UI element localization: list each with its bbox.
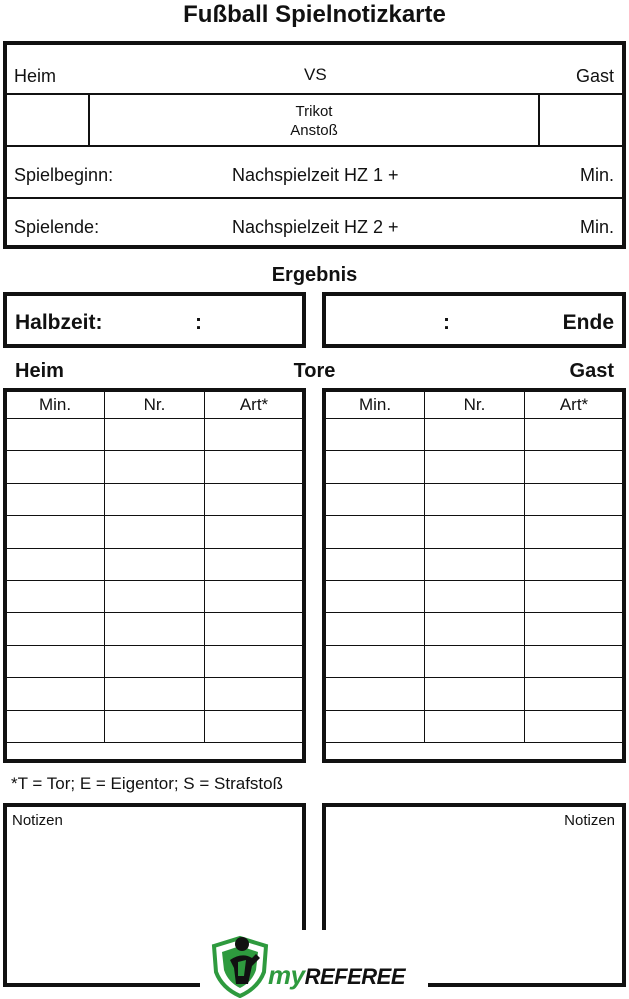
- notes-label-gast: Notizen: [564, 812, 615, 829]
- goal-cell[interactable]: [425, 710, 525, 742]
- halbzeit-colon: :: [195, 311, 202, 334]
- goal-cell[interactable]: [6, 451, 105, 483]
- goal-cell[interactable]: [425, 451, 525, 483]
- goal-cell[interactable]: [205, 710, 304, 742]
- goal-cell[interactable]: [425, 645, 525, 677]
- nachspielzeit-hz1-label: Nachspielzeit HZ 1 +: [232, 165, 399, 185]
- goal-cell[interactable]: [205, 548, 304, 580]
- divider: [5, 93, 624, 95]
- goal-cell[interactable]: [6, 645, 105, 677]
- goal-cell[interactable]: [326, 645, 425, 677]
- table-row: [6, 483, 304, 515]
- goal-cell[interactable]: [205, 419, 304, 451]
- column-header-min: Min.: [326, 391, 425, 419]
- goal-cell[interactable]: [105, 645, 205, 677]
- goal-cell[interactable]: [6, 516, 105, 548]
- spielbeginn-label: Spielbeginn:: [14, 165, 114, 185]
- table-row: [326, 710, 624, 742]
- min-label: Min.: [579, 165, 614, 185]
- brand-text-referee: REFEREE: [304, 964, 405, 989]
- column-header-min: Min.: [6, 391, 105, 419]
- goal-cell[interactable]: [105, 548, 205, 580]
- table-row: [6, 419, 304, 451]
- brand-text-my: my: [268, 960, 305, 990]
- goal-cell[interactable]: [105, 580, 205, 612]
- goal-cell[interactable]: [326, 419, 425, 451]
- heim-label: Heim: [14, 66, 57, 86]
- goal-cell[interactable]: [205, 613, 304, 645]
- goal-cell[interactable]: [525, 483, 624, 515]
- goal-cell[interactable]: [425, 678, 525, 710]
- tore-heim-label: Heim: [15, 360, 64, 382]
- ende-colon: :: [443, 311, 450, 334]
- goal-cell[interactable]: [6, 548, 105, 580]
- halbzeit-label: Halbzeit:: [15, 311, 103, 334]
- goal-cell[interactable]: [6, 710, 105, 742]
- goal-cell[interactable]: [525, 710, 624, 742]
- table-row: [326, 580, 624, 612]
- gast-label: Gast: [575, 66, 614, 86]
- ergebnis-heading: Ergebnis: [271, 264, 358, 286]
- column-header-nr: Nr.: [105, 391, 205, 419]
- goal-cell[interactable]: [105, 451, 205, 483]
- goal-cell[interactable]: [525, 516, 624, 548]
- table-row: [326, 451, 624, 483]
- table-row: [6, 710, 304, 742]
- goal-cell[interactable]: [6, 580, 105, 612]
- table-row: [326, 613, 624, 645]
- goal-cell[interactable]: [6, 483, 105, 515]
- table-row: [6, 516, 304, 548]
- goal-cell[interactable]: [205, 678, 304, 710]
- ende-label: Ende: [562, 311, 614, 334]
- goal-cell[interactable]: [6, 678, 105, 710]
- goal-cell[interactable]: [326, 710, 425, 742]
- nachspielzeit-hz2-label: Nachspielzeit HZ 2 +: [232, 217, 399, 237]
- page-title: Fußball Spielnotizkarte: [183, 1, 446, 28]
- divider: [5, 197, 624, 199]
- goals-table-gast: [325, 390, 624, 743]
- goal-cell[interactable]: [326, 548, 425, 580]
- column-header-nr: Nr.: [425, 391, 525, 419]
- goal-cell[interactable]: [525, 419, 624, 451]
- table-row: [326, 483, 624, 515]
- table-row: [326, 548, 624, 580]
- goal-cell[interactable]: [326, 678, 425, 710]
- goal-cell[interactable]: [425, 580, 525, 612]
- goal-cell[interactable]: [205, 483, 304, 515]
- min-label: Min.: [579, 217, 614, 237]
- goal-cell[interactable]: [525, 613, 624, 645]
- goal-cell[interactable]: [205, 580, 304, 612]
- table-row: [326, 419, 624, 451]
- goal-cell[interactable]: [105, 613, 205, 645]
- goal-cell[interactable]: [425, 613, 525, 645]
- goal-cell[interactable]: [205, 516, 304, 548]
- table-row: [6, 678, 304, 710]
- table-row: [6, 548, 304, 580]
- trikot-label: Trikot: [295, 103, 333, 120]
- table-row: [326, 678, 624, 710]
- goal-cell[interactable]: [105, 678, 205, 710]
- column-header-art: Art*: [525, 391, 624, 419]
- goal-cell[interactable]: [6, 419, 105, 451]
- goal-cell[interactable]: [105, 516, 205, 548]
- goal-cell[interactable]: [205, 451, 304, 483]
- goal-cell[interactable]: [326, 516, 425, 548]
- vs-label: VS: [304, 65, 327, 84]
- goal-cell[interactable]: [205, 645, 304, 677]
- anstoss-label: Anstoß: [290, 122, 338, 139]
- referee-logo-icon: [208, 932, 272, 998]
- table-row: [326, 516, 624, 548]
- goal-cell[interactable]: [525, 548, 624, 580]
- column-header-art: Art*: [205, 391, 304, 419]
- goal-cell[interactable]: [425, 419, 525, 451]
- logo-area: [200, 930, 428, 999]
- table-row: [326, 645, 624, 677]
- table-row: [6, 580, 304, 612]
- goal-cell[interactable]: [425, 483, 525, 515]
- goal-cell[interactable]: [326, 451, 425, 483]
- goal-cell[interactable]: [525, 451, 624, 483]
- spielende-label: Spielende:: [14, 217, 100, 237]
- tore-heading: Tore: [293, 360, 336, 382]
- goal-cell[interactable]: [425, 548, 525, 580]
- goal-cell[interactable]: [6, 613, 105, 645]
- goal-cell[interactable]: [326, 483, 425, 515]
- goal-cell[interactable]: [326, 613, 425, 645]
- goals-table-heim: [5, 390, 304, 743]
- notes-label-heim: Notizen: [12, 812, 63, 829]
- goal-cell[interactable]: [105, 483, 205, 515]
- goal-cell[interactable]: [326, 580, 425, 612]
- goal-cell[interactable]: [525, 580, 624, 612]
- tore-gast-label: Gast: [569, 360, 614, 382]
- goal-cell[interactable]: [525, 678, 624, 710]
- legend-text: *T = Tor; E = Eigentor; S = Strafstoß: [11, 774, 283, 793]
- goal-cell[interactable]: [105, 419, 205, 451]
- goal-cell[interactable]: [105, 710, 205, 742]
- brand-logo-text: [268, 960, 405, 991]
- table-row: [6, 451, 304, 483]
- divider: [5, 145, 624, 147]
- table-row: [6, 645, 304, 677]
- goal-cell[interactable]: [425, 516, 525, 548]
- divider: [538, 94, 540, 146]
- goal-cell[interactable]: [525, 645, 624, 677]
- table-row: [6, 613, 304, 645]
